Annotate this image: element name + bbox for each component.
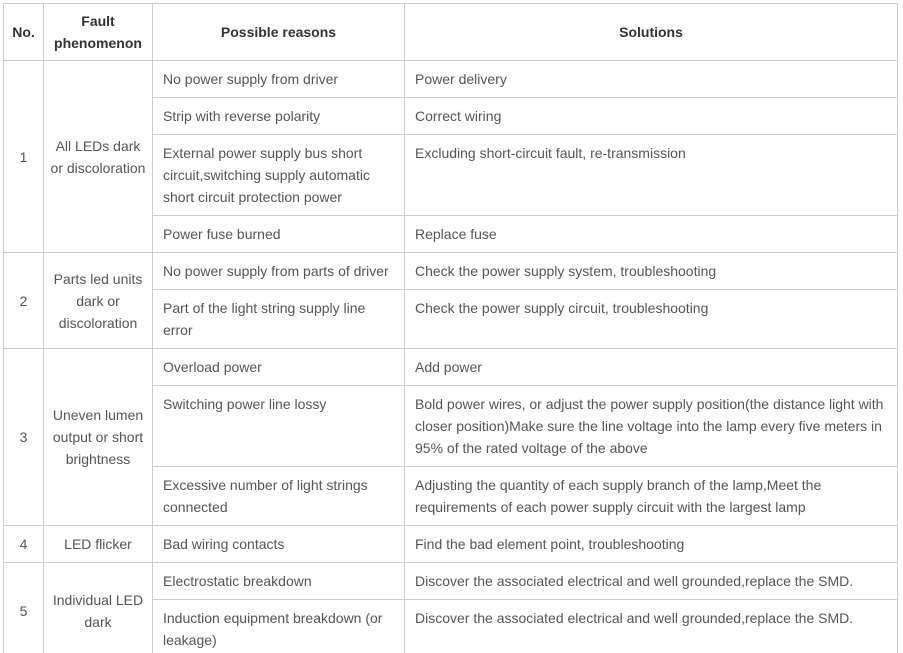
cell-possible-reason: Induction equipment breakdown (or leakage) [153, 600, 405, 653]
header-row [4, 4, 898, 61]
cell-no: 4 [4, 526, 44, 563]
fault-troubleshooting-table [3, 3, 898, 653]
table-row [4, 563, 898, 600]
cell-solution: Power delivery [405, 61, 898, 98]
col-header-solutions: Solutions [405, 4, 898, 61]
cell-possible-reason: Switching power line lossy [153, 386, 405, 467]
table-row [4, 61, 898, 98]
cell-solution: Check the power supply circuit, troubleshooting [405, 290, 898, 349]
cell-possible-reason: Electrostatic breakdown [153, 563, 405, 600]
cell-fault-phenomenon: All LEDs dark or discoloration [44, 61, 153, 253]
cell-no: 5 [4, 563, 44, 653]
cell-solution: Find the bad element point, troubleshooting [405, 526, 898, 563]
cell-possible-reason: External power supply bus short circuit,switching supply automatic short circuit protection power [153, 135, 405, 216]
cell-possible-reason: Part of the light string supply line error [153, 290, 405, 349]
table-row [4, 349, 898, 386]
table-row [4, 526, 898, 563]
col-header-possible-reasons: Possible reasons [153, 4, 405, 61]
cell-fault-phenomenon: Uneven lumen output or short brightness [44, 349, 153, 526]
cell-fault-phenomenon: Parts led units dark or discoloration [44, 253, 153, 349]
cell-possible-reason: Excessive number of light strings connected [153, 467, 405, 526]
cell-possible-reason: Strip with reverse polarity [153, 98, 405, 135]
cell-solution: Adjusting the quantity of each supply branch of the lamp,Meet the requirements of each power supply circuit with the largest lamp [405, 467, 898, 526]
col-header-fault-phenomenon: Fault phenomenon [44, 4, 153, 61]
cell-solution: Replace fuse [405, 216, 898, 253]
cell-possible-reason: Overload power [153, 349, 405, 386]
cell-no: 1 [4, 61, 44, 253]
cell-possible-reason: Power fuse burned [153, 216, 405, 253]
cell-fault-phenomenon: LED flicker [44, 526, 153, 563]
table-body [4, 61, 898, 653]
cell-solution: Discover the associated electrical and well grounded,replace the SMD. [405, 563, 898, 600]
cell-no: 3 [4, 349, 44, 526]
cell-possible-reason: No power supply from parts of driver [153, 253, 405, 290]
cell-solution: Check the power supply system, troubleshooting [405, 253, 898, 290]
cell-no: 2 [4, 253, 44, 349]
cell-solution: Discover the associated electrical and well grounded,replace the SMD. [405, 600, 898, 653]
table-row [4, 253, 898, 290]
col-header-no: No. [4, 4, 44, 61]
cell-fault-phenomenon: Individual LED dark [44, 563, 153, 653]
cell-possible-reason: No power supply from driver [153, 61, 405, 98]
cell-solution: Bold power wires, or adjust the power supply position(the distance light with closer position)Make sure the line voltage into the lamp every five meters in 95% of the rated voltage of the above [405, 386, 898, 467]
cell-possible-reason: Bad wiring contacts [153, 526, 405, 563]
cell-solution: Correct wiring [405, 98, 898, 135]
cell-solution: Add power [405, 349, 898, 386]
cell-solution: Excluding short-circuit fault, re-transmission [405, 135, 898, 216]
